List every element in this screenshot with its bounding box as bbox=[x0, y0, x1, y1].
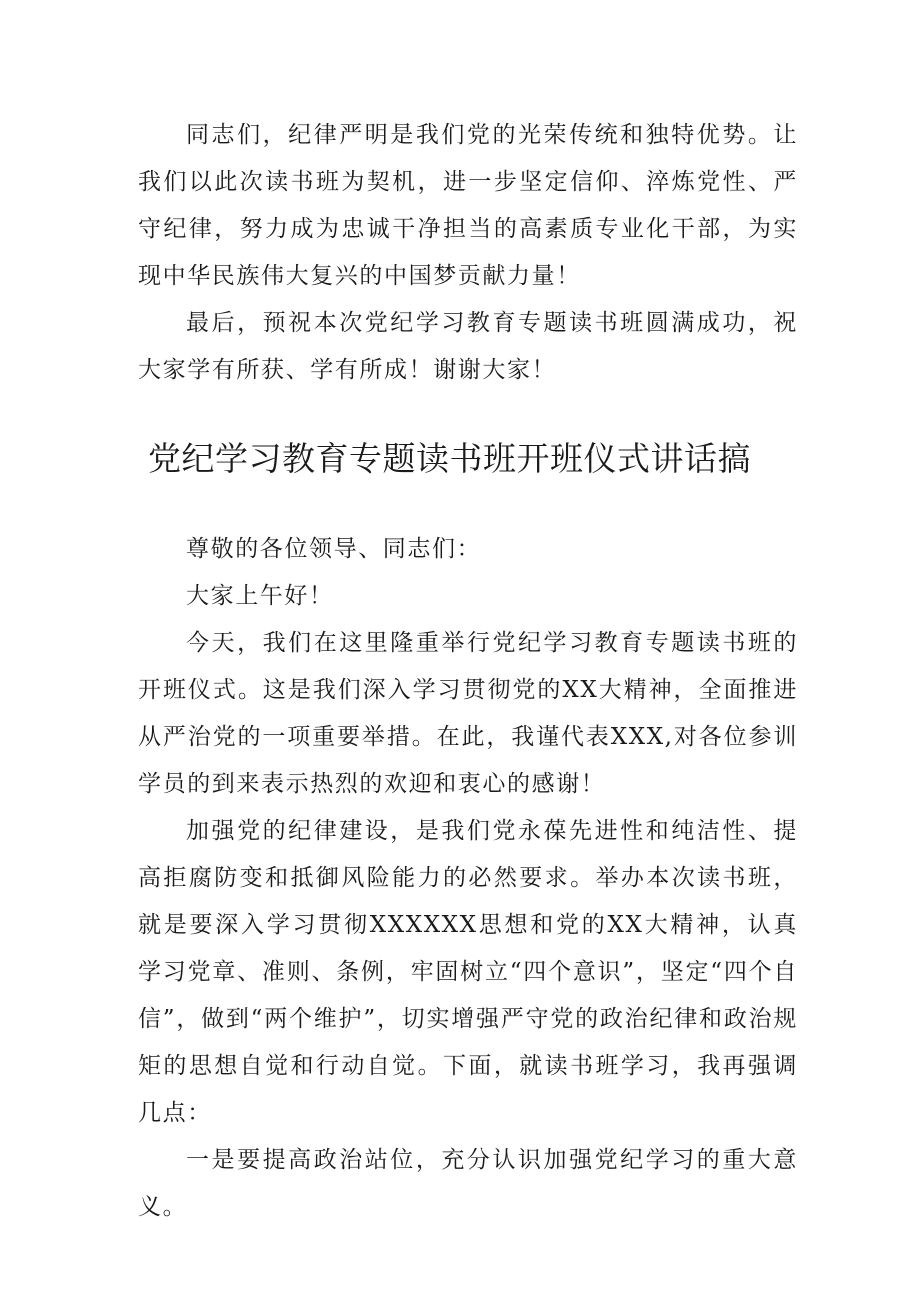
speech-point-one: 一是要提高政治站位，充分认识加强党纪学习的重大意义。 bbox=[138, 1147, 798, 1220]
document-body bbox=[138, 112, 798, 1231]
speech-purpose-paragraph: 加强党的纪律建设，是我们党永葆先进性和纯洁性、提高拒腐防变和抵御风险能力的必然要求。举办本次读书班，就是要深入学习贯彻XXXXXX思想和党的XX大精神，认真学习党章、准则、条例，牢固树立“四个意识”，坚定“四个自信”，做到“两个维护”，切实增强严守党的政治纪律和政治规矩的思想自觉和行动自觉。下面，就读书班学习，我再强调几点： bbox=[138, 818, 798, 1126]
closing-wishes-paragraph: 最后，预祝本次党纪学习教育专题读书班圆满成功，祝大家学有所获、学有所成！谢谢大家！ bbox=[138, 310, 798, 383]
speech-title: 党纪学习教育专题读书班开班仪式讲话搞 bbox=[148, 439, 751, 478]
speech-greeting: 大家上午好！ bbox=[186, 583, 334, 609]
speech-salutation: 尊敬的各位领导、同志们： bbox=[186, 536, 482, 562]
speech-opening-paragraph: 今天，我们在这里隆重举行党纪学习教育专题读书班的开班仪式。这是我们深入学习贯彻党的XX大精神，全面推进从严治党的一项重要举措。在此，我谨代表XXX,对各位参训学员的到来表示热烈的欢迎和衷心的感谢！ bbox=[138, 630, 798, 797]
closing-paragraph: 同志们，纪律严明是我们党的光荣传统和独特优势。让我们以此次读书班为契机，进一步坚定信仰、淬炼党性、严守纪律，努力成为忠诚干净担当的高素质专业化干部，为实现中华民族伟大复兴的中国梦贡献力量！ bbox=[138, 122, 798, 289]
